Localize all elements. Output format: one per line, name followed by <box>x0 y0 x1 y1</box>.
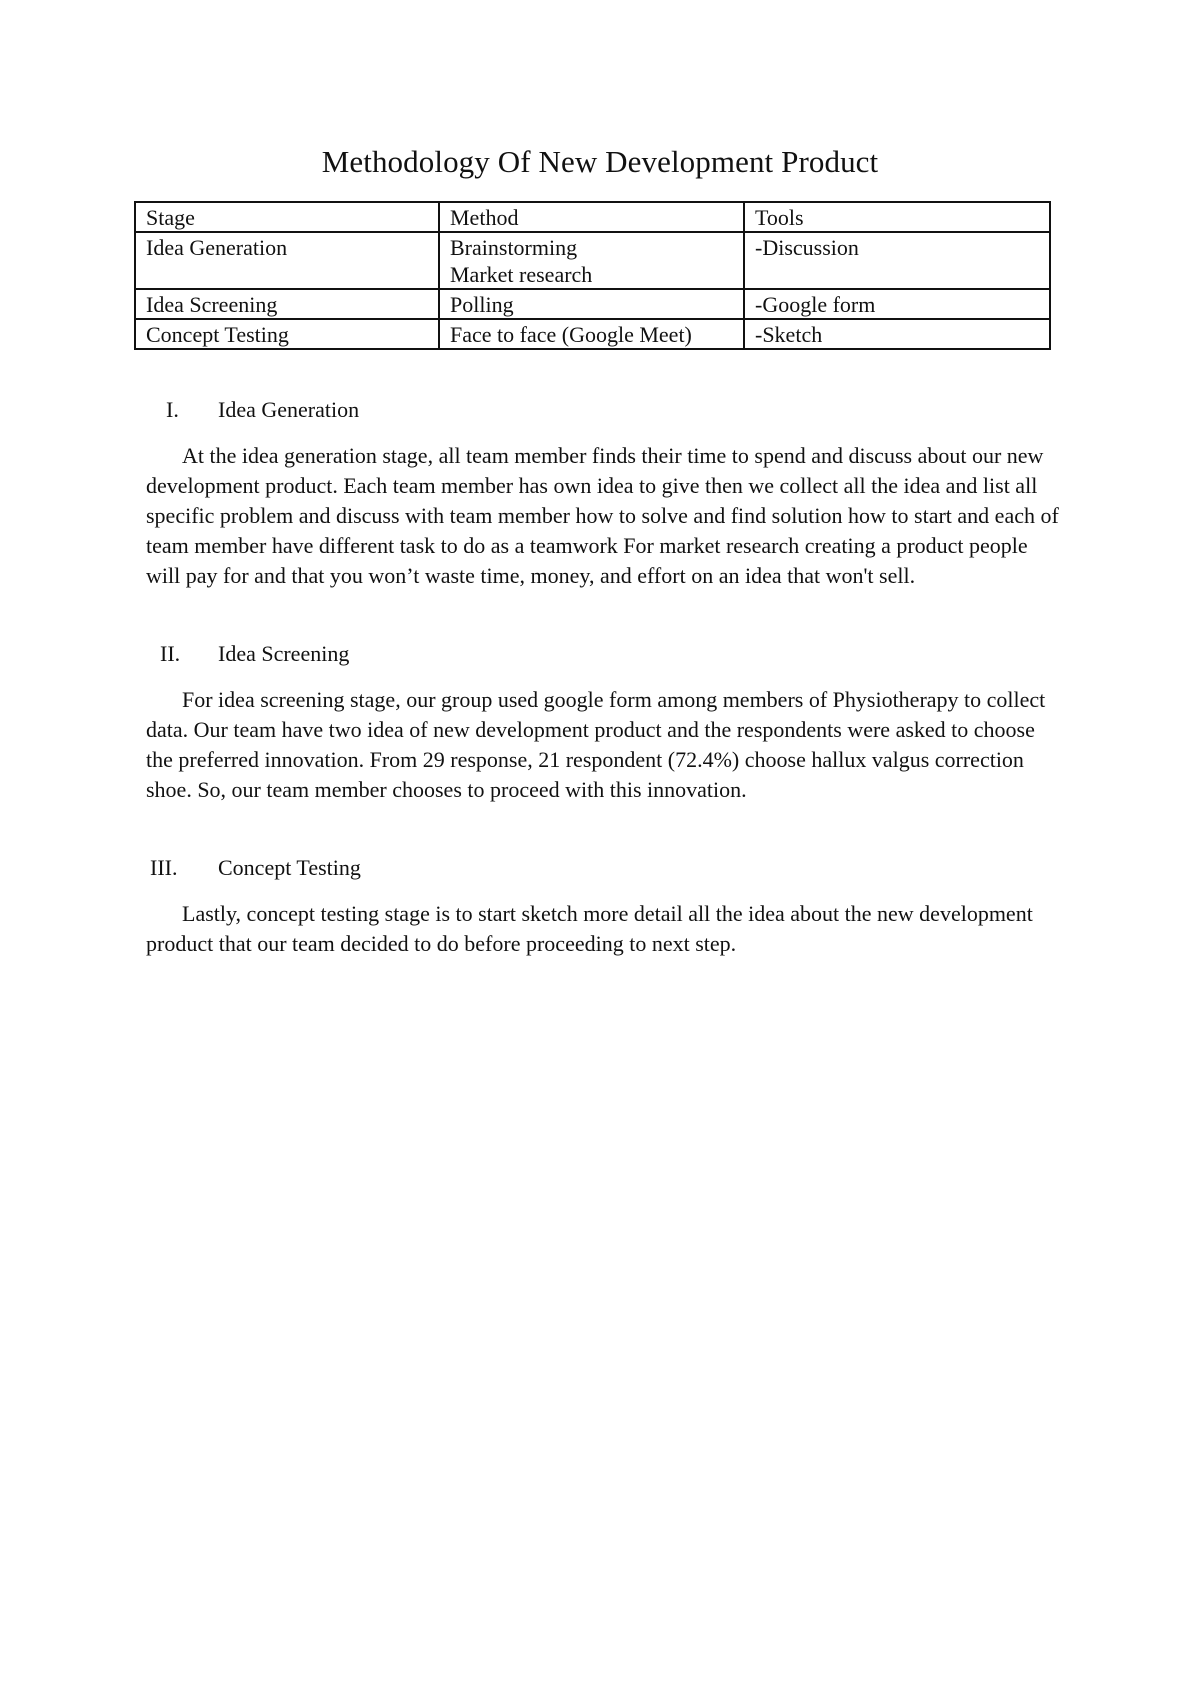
section-heading-text: Concept Testing <box>218 855 361 880</box>
section-heading-text: Idea Screening <box>218 641 350 666</box>
table-row <box>135 232 1050 289</box>
section-body: Lastly, concept testing stage is to start sketch more detail all the idea about the new development product that our team decided to do before proceeding to next step. <box>146 901 1033 956</box>
table-cell-stage: Concept Testing <box>135 319 439 349</box>
table-header-cell: Stage <box>135 202 439 232</box>
table-row <box>135 319 1050 349</box>
section-body: For idea screening stage, our group used google form among members of Physiotherapy to collect data. Our team have two idea of new development product and the respondents were asked to choose the preferred innovation. From 29 response, 21 respondent (72.4%) choose hallux valgus correction shoe. So, our team member chooses to proceed with this innovation. <box>146 687 1046 802</box>
table-header-row <box>135 202 1050 232</box>
section-numeral: III. <box>150 855 178 880</box>
table-cell-tools: -Discussion <box>744 232 1050 289</box>
table-header-cell: Tools <box>744 202 1050 232</box>
table-cell-stage: Idea Generation <box>135 232 439 289</box>
methodology-table <box>134 201 1051 350</box>
section-heading-text: Idea Generation <box>218 397 360 422</box>
table-cell-tools: -Google form <box>744 289 1050 319</box>
table-cell-method-line: Market research <box>450 262 593 287</box>
section-numeral: II. <box>160 641 181 666</box>
table-cell-method <box>439 232 744 289</box>
table-row <box>135 289 1050 319</box>
section-numeral: I. <box>166 397 179 422</box>
table-cell-method: Polling <box>439 289 744 319</box>
page-title: Methodology Of New Development Product <box>321 144 879 179</box>
section-body: At the idea generation stage, all team member finds their time to spend and discuss about our new development product. Each team member has own idea to give then we collect all the idea and list all specific problem and discuss with team member how to solve and find solution how to start and each of team member have different task to do as a teamwork For market research creating a product people will pay for and that you won’t waste time, money, and effort on an idea that won't sell. <box>146 443 1059 588</box>
table-cell-stage: Idea Screening <box>135 289 439 319</box>
table-cell-tools: -Sketch <box>744 319 1050 349</box>
table-cell-method-line: Brainstorming <box>450 235 578 260</box>
table-header-cell: Method <box>439 202 744 232</box>
table-cell-method: Face to face (Google Meet) <box>439 319 744 349</box>
